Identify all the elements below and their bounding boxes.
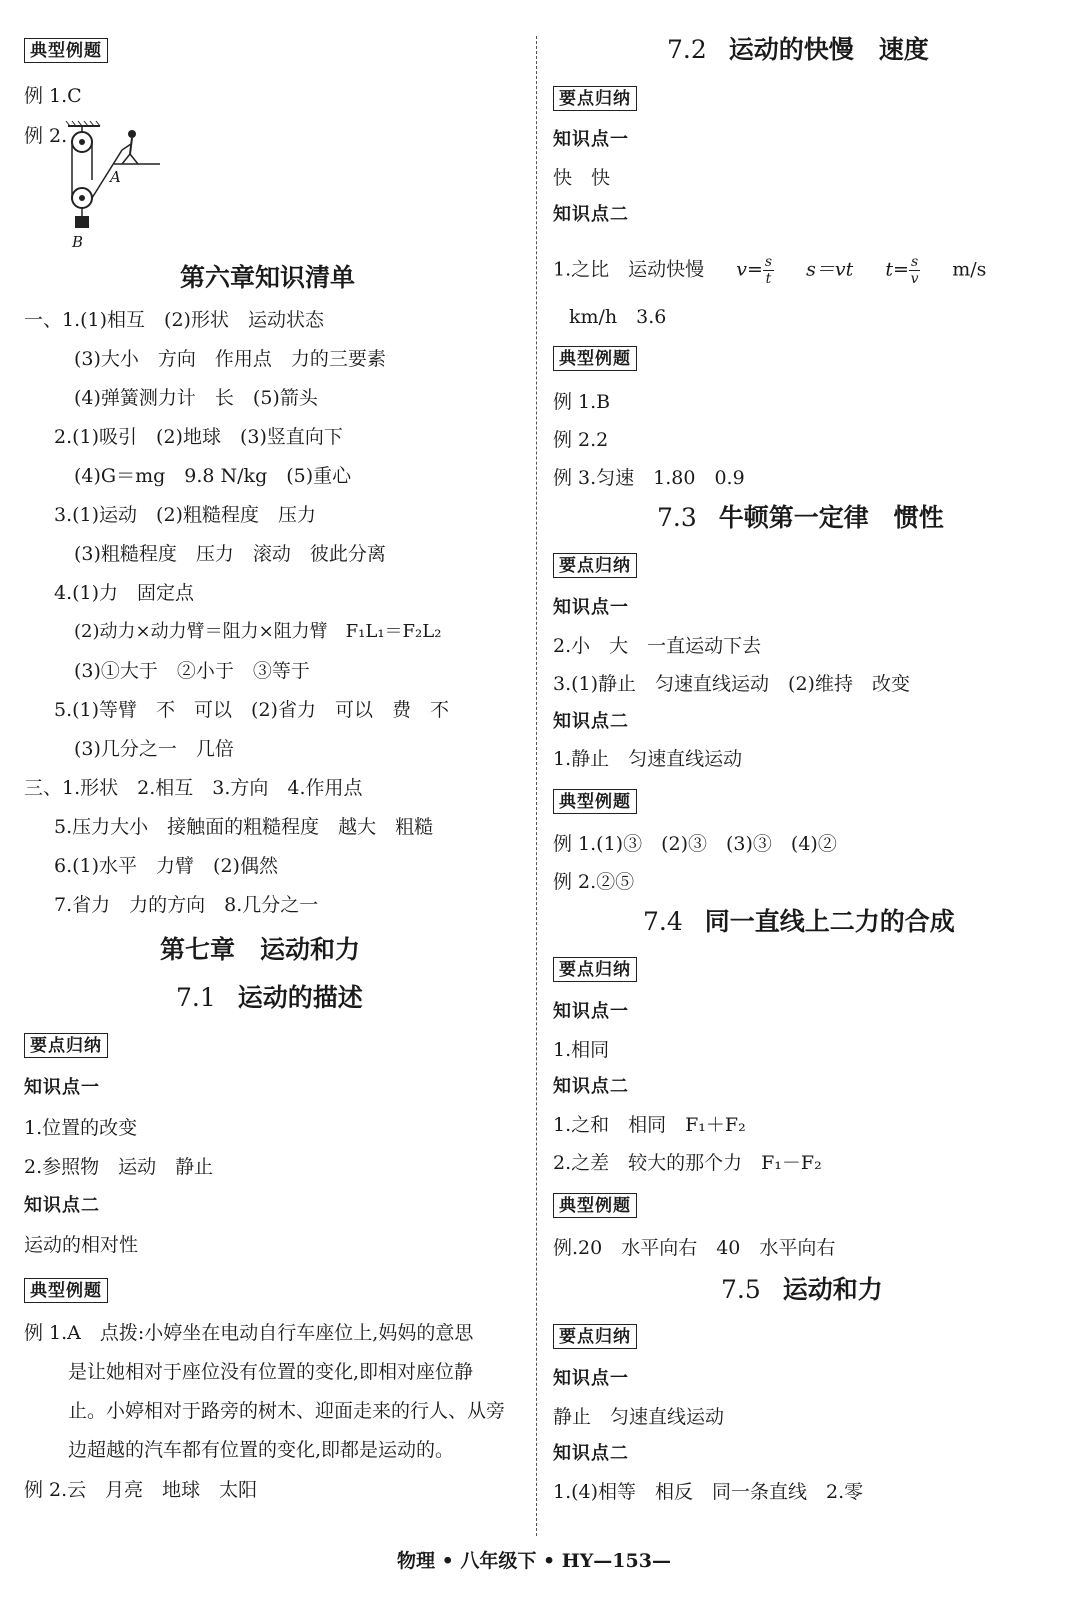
answer-line: 1.之和 相同 F₁＋F₂: [553, 1114, 746, 1136]
section-tag: 要点归纳: [553, 86, 637, 111]
answer-line: 例.20 水平向右 40 水平向右: [553, 1237, 836, 1259]
knowledge-point-heading: 知识点二: [553, 711, 629, 732]
section-name: 牛顿第一定律 惯性: [718, 503, 944, 532]
answer-line: 2.小 大 一直运动下去: [553, 635, 762, 657]
section-number: 7.1: [176, 983, 216, 1012]
answer-line: 5.压力大小 接触面的粗糙程度 越大 粗糙: [54, 816, 434, 838]
explanation-line: 止。小婷相对于路旁的树木、迎面走来的行人、从旁: [68, 1400, 506, 1422]
answer-line: 1.静止 匀速直线运动: [553, 748, 743, 770]
answer-line: 3.(1)运动 (2)粗糙程度 压力: [54, 504, 316, 526]
explanation-line: 边超越的汽车都有位置的变化,即都是运动的。: [68, 1439, 455, 1461]
answer-line: 快 快: [553, 167, 611, 189]
answer-line: 6.(1)水平 力臂 (2)偶然: [54, 855, 278, 877]
answer-line: 例 1.C: [24, 85, 82, 107]
answer-line: (4)G＝mg 9.8 N/kg (5)重心: [74, 465, 352, 487]
formula-line: 1.之比 运动快慢 v= $\frac{s}{t}$ s＝vt t= $\frac{s}{v}$ m/s: [553, 254, 987, 287]
section-title: [176, 982, 363, 1014]
answer-line: km/h 3.6: [569, 306, 667, 328]
denominator: t: [765, 271, 772, 287]
knowledge-point-heading: 知识点二: [553, 1076, 629, 1097]
answer-line: 静止 匀速直线运动: [553, 1406, 725, 1428]
unit-text: m/s: [952, 258, 987, 281]
knowledge-point-heading: 知识点二: [553, 1443, 629, 1464]
section-title: [657, 502, 944, 534]
explanation-paragraph: [24, 1314, 524, 1470]
knowledge-point-heading: 知识点一: [553, 1368, 629, 1389]
answer-line: 一、1.(1)相互 (2)形状 运动状态: [24, 309, 324, 331]
answer-line: (3)粗糙程度 压力 滚动 彼此分离: [74, 543, 386, 565]
explanation-line: 是让她相对于座位没有位置的变化,即相对座位静: [68, 1361, 474, 1383]
figure-label-a: A: [110, 168, 121, 186]
fraction-s-over-t: [763, 254, 774, 287]
section-tag: 典型例题: [24, 1278, 108, 1303]
fraction-s-over-v: [909, 254, 920, 287]
answer-line: 2.(1)吸引 (2)地球 (3)竖直向下: [54, 426, 343, 448]
section-title: [643, 906, 955, 938]
answer-line: 例 2.: [24, 125, 68, 147]
section-number: 7.3: [657, 503, 697, 532]
section-name: 同一直线上二力的合成: [704, 907, 955, 936]
answer-line: 2.之差 较大的那个力 F₁－F₂: [553, 1152, 822, 1174]
answer-line: 4.(1)力 固定点: [54, 582, 195, 604]
chapter-title: 第六章知识清单: [180, 263, 356, 292]
answer-line: 例 3.匀速 1.80 0.9: [553, 467, 745, 489]
section-number: 7.4: [643, 907, 683, 936]
knowledge-point-heading: 知识点一: [553, 129, 629, 150]
answer-line: 5.(1)等臂 不 可以 (2)省力 可以 费 不: [54, 699, 449, 721]
knowledge-point-heading: 知识点二: [24, 1195, 100, 1216]
answer-line: (2)动力×动力臂＝阻力×阻力臂 F₁L₁＝F₂L₂: [74, 621, 442, 642]
answer-line: 例 2.2: [553, 429, 609, 451]
answer-line: 2.参照物 运动 静止: [24, 1156, 214, 1178]
answer-text: 1.之比 运动快慢: [553, 258, 705, 281]
explanation-line: 例 1.A 点拨:小婷坐在电动自行车座位上,妈妈的意思: [24, 1322, 474, 1344]
section-tag: 典型例题: [553, 789, 637, 814]
answer-line: 1.相同: [553, 1039, 610, 1061]
chapter-title: 第七章 运动和力: [160, 935, 361, 964]
answer-line: 例 1.(1)③ (2)③ (3)③ (4)②: [553, 833, 837, 855]
section-number: 7.5: [721, 1275, 761, 1304]
page-footer: 物理 • 八年级下 • HY—153—: [397, 1550, 671, 1572]
section-tag: 要点归纳: [24, 1033, 108, 1058]
section-title: [721, 1274, 883, 1306]
section-name: 运动的描述: [237, 983, 363, 1012]
section-tag: 要点归纳: [553, 957, 637, 982]
section-tag: 要点归纳: [553, 1324, 637, 1349]
answer-line: 7.省力 力的方向 8.几分之一: [54, 894, 319, 916]
answer-line: 三、1.形状 2.相互 3.方向 4.作用点: [24, 777, 363, 799]
section-tag: 要点归纳: [553, 553, 637, 578]
knowledge-point-heading: 知识点二: [553, 204, 629, 225]
answer-line: 3.(1)静止 匀速直线运动 (2)维持 改变: [553, 673, 910, 695]
formula-s-vt: s＝vt: [806, 258, 854, 281]
answer-line: 例 2.云 月亮 地球 太阳: [24, 1479, 258, 1501]
column-divider: [536, 36, 537, 1536]
section-name: 运动和力: [782, 1275, 883, 1304]
answer-line: 例 1.B: [553, 391, 611, 413]
denominator: v: [910, 271, 919, 287]
section-number: 7.2: [667, 35, 707, 64]
knowledge-point-heading: 知识点一: [553, 597, 629, 618]
numerator: s: [910, 254, 919, 270]
section-tag: 典型例题: [553, 346, 637, 371]
knowledge-point-heading: 知识点一: [24, 1077, 100, 1098]
answer-line: (4)弹簧测力计 长 (5)箭头: [74, 387, 318, 409]
answer-line: 1.(4)相等 相反 同一条直线 2.零: [553, 1481, 864, 1503]
answer-line: (3)大小 方向 作用点 力的三要素: [74, 348, 386, 370]
answer-line: 1.位置的改变: [24, 1117, 138, 1139]
formula-t: t: [885, 258, 894, 281]
formula-v: v: [736, 258, 747, 281]
section-name: 运动的快慢 速度: [728, 35, 929, 64]
answer-line: 例 2.②⑤: [553, 871, 635, 893]
figure-label-b: B: [72, 233, 84, 251]
knowledge-point-heading: 知识点一: [553, 1001, 629, 1022]
section-title: [667, 34, 929, 66]
answer-line: (3)几分之一 几倍: [74, 738, 234, 760]
section-tag: 典型例题: [24, 38, 108, 63]
numerator: s: [764, 254, 773, 270]
section-tag: 典型例题: [553, 1193, 637, 1218]
answer-line: 运动的相对性: [24, 1234, 139, 1256]
answer-line: (3)①大于 ②小于 ③等于: [74, 660, 310, 682]
